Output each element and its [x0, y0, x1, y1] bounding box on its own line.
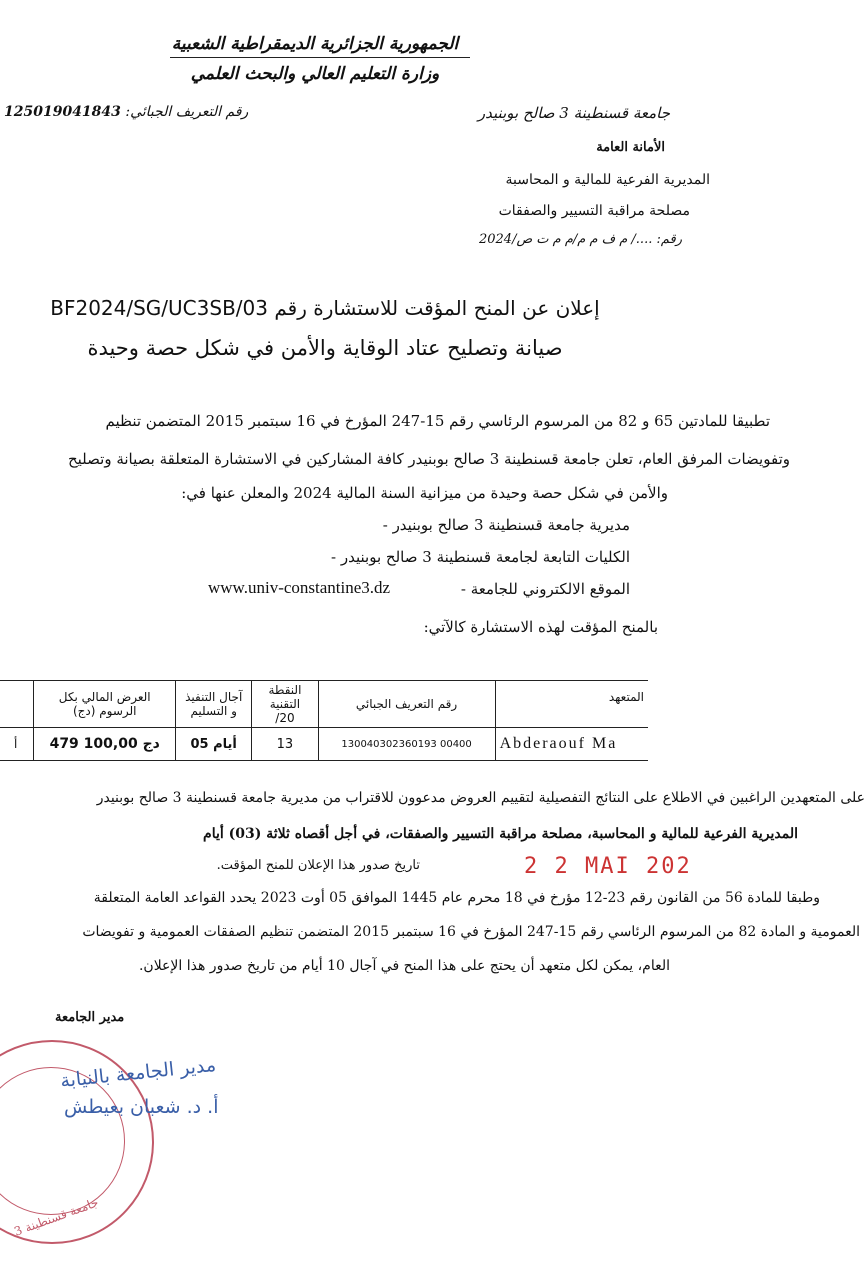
- body-line-3: والأمن في شكل حصة وحيدة من ميزانية السنة المالية 2024 والمعلن عنها في:: [181, 484, 668, 502]
- dept-control: مصلحة مراقبة التسيير والصفقات: [498, 203, 690, 219]
- tax-id-line: [4, 104, 248, 120]
- table-cell: 13: [252, 728, 318, 761]
- table-header-cell: النقطة التقنية /20: [252, 681, 318, 728]
- provisional-award-table: [0, 680, 648, 761]
- table-header-cell: المتعهد: [495, 681, 648, 728]
- university-website: www.univ-constantine3.dz: [208, 578, 391, 597]
- signed-name-line-2: أ. د. شعبان بعيطش: [64, 1096, 219, 1118]
- table-cell: أ: [0, 728, 34, 761]
- table-header-cell: آجال التنفيذ و التسليم: [176, 681, 252, 728]
- announcement-subtitle: صيانة وتصليح عتاد الوقاية والأمن في شكل حصة وحيدة: [87, 336, 563, 360]
- body-line-4: بالمنح المؤقت لهذه الاستشارة كالآتي:: [423, 618, 658, 636]
- tax-id-value: 125019041843: [4, 104, 121, 120]
- after-line-2: المديرية الفرعية للمالية و المحاسبة، مصلحة مراقبة التسيير والصفقات، في أجل أقصاه ثلاثة (03) أيام: [203, 826, 798, 842]
- official-stamp: جامعة قسنطينة 3: [0, 1040, 154, 1244]
- table-cell: 05 أيام: [176, 728, 252, 761]
- table-header-row: [0, 681, 648, 728]
- ministry-header: وزارة التعليم العالي والبحث العلمي: [190, 64, 440, 84]
- header-divider: [170, 57, 470, 58]
- bullet-item: مديرية جامعة قسنطينة 3 صالح بوبنيدر -: [382, 516, 630, 534]
- table-cell: Abderaouf Ma: [495, 728, 648, 761]
- body-line-1: تطبيقا للمادتين 65 و 82 من المرسوم الرئاسي رقم 15-247 المؤرخ في 16 سبتمبر 2015 المتضمن تنظيم: [105, 412, 770, 430]
- table-cell: 130040302360193 00400: [318, 728, 495, 761]
- reference-number: رقم: ..../ م ف م م/م م ت ص/2024: [478, 232, 682, 247]
- announcement-title: إعلان عن المنح المؤقت للاستشارة رقم BF2024/SG/UC3SB/03: [50, 296, 600, 320]
- body-line-2: وتفويضات المرفق العام، تعلن جامعة قسنطينة 3 صالح بوبنيدر كافة المشاركين في الاستشارة المتعلقة بصيانة وتصليح: [67, 450, 790, 468]
- bullet-item: الموقع الالكتروني للجامعة -: [460, 580, 630, 598]
- bullet-item: الكليات التابعة لجامعة قسنطينة 3 صالح بوبنيدر -: [331, 548, 630, 566]
- table-cell: 479 100,00 دج: [34, 728, 176, 761]
- signature-role: مدير الجامعة: [55, 1010, 125, 1025]
- after-line-6: العام، يمكن لكل متعهد أن يحتج على هذا المنح في آجال 10 أيام من تاريخ صدور هذا الإعلان.: [138, 958, 670, 974]
- after-line-1: على المتعهدين الراغبين في الاطلاع على النتائج التفصيلية لتقييم العروض مدعوون للاقتراب من مديرية جامعة قسنطينة 3 صالح بوبنيدر: [96, 790, 865, 806]
- date-stamp: 2 2 MAI 202: [524, 854, 692, 879]
- table-row: [0, 728, 648, 761]
- after-line-5: العمومية و المادة 82 من المرسوم الرئاسي رقم 15-247 المؤرخ في 16 سبتمبر 2015 المتضمن تنظيم الصفقات العمومية و تفويضات: [82, 924, 860, 940]
- after-line-3: تاريخ صدور هذا الإعلان للمنح المؤقت.: [216, 858, 420, 873]
- signed-name-line-1: مدير الجامعة بالنيابة: [59, 1053, 217, 1093]
- table-header-cell: العرض المالي بكل الرسوم (دج): [34, 681, 176, 728]
- tax-id-label: رقم التعريف الجبائي:: [125, 104, 249, 120]
- after-line-4: وطبقا للمادة 56 من القانون رقم 23-12 مؤرخ في 18 محرم عام 1445 الموافق 05 أوت 2023 يحدد القواعد العامة المتعلقة: [93, 890, 820, 906]
- dept-general-secretariat: الأمانة العامة: [596, 140, 665, 155]
- dept-finance: المديرية الفرعية للمالية و المحاسبة: [505, 172, 710, 188]
- table-header-cell: رقم التعريف الجبائي: [318, 681, 495, 728]
- university-name: جامعة قسنطينة 3 صالح بوبنيدر: [477, 104, 670, 122]
- republic-header: الجمهورية الجزائرية الديمقراطية الشعبية: [171, 34, 459, 54]
- table-cell: [0, 681, 34, 728]
